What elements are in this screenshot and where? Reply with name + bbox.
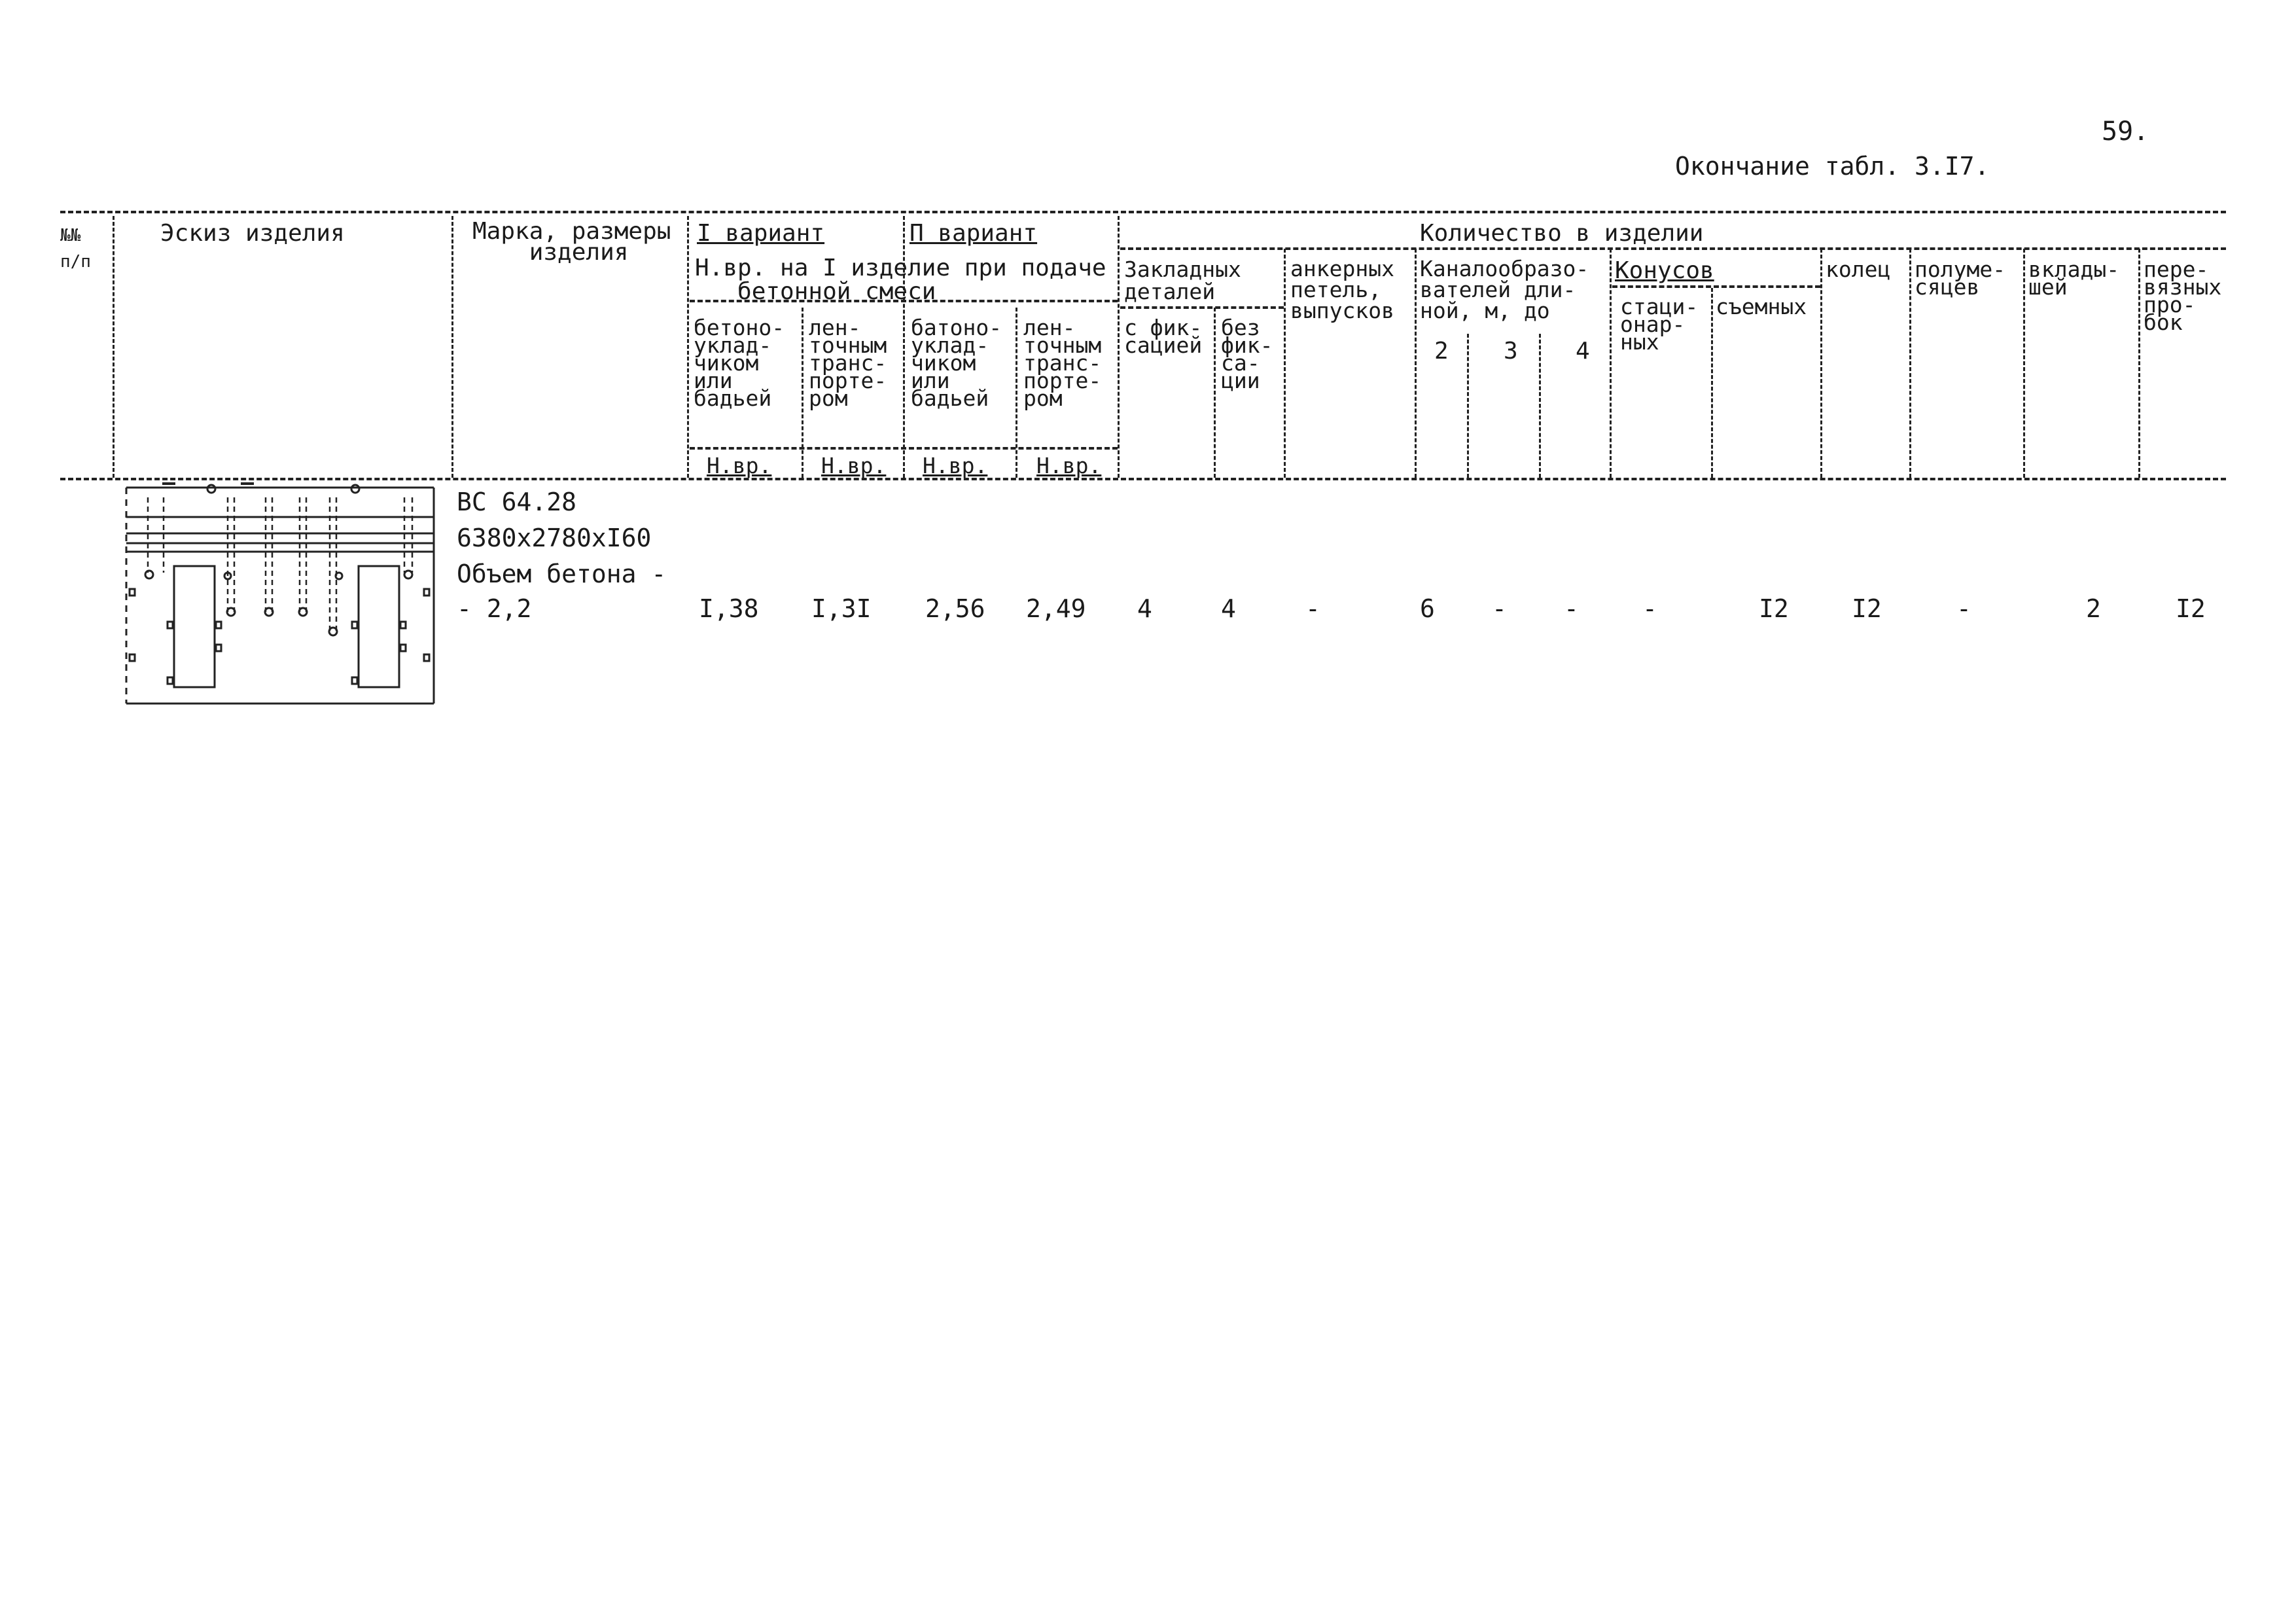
row-v-ch4: - [1564, 594, 1579, 623]
row-v-embed-fix: 4 [1137, 594, 1152, 623]
col-divider [1016, 308, 1017, 478]
col-divider [1415, 249, 1417, 478]
col-divider [2138, 249, 2140, 478]
header-mark: Марка, размеры изделия [472, 218, 671, 266]
row-v-ch2: 6 [1420, 594, 1435, 623]
row-v-halfmoons: - [1956, 594, 1971, 623]
row-v-cones-rem: I2 [1759, 594, 1789, 623]
header-ch3: 3 [1504, 338, 1518, 365]
header-nvr-title: Н.вр. на I изделие при подаче бетонной смеси [695, 255, 1106, 305]
row-v-anchor: - [1305, 594, 1320, 623]
row-v-beton2: 2,56 [925, 594, 985, 623]
col-divider [1214, 308, 1216, 478]
product-sketch [123, 481, 437, 707]
row-v-lent1: I,3I [811, 594, 872, 623]
header-ch2: 2 [1434, 338, 1449, 365]
header-embed-fix: с фик- сацией [1124, 315, 1203, 358]
row-v-embed-nofix: 4 [1221, 594, 1236, 623]
header-col-beton2: батоно- уклад- чиком или бадьей [911, 315, 1002, 411]
row-v-lent2: 2,49 [1026, 594, 1086, 623]
header-variant2: П вариант [910, 220, 1038, 247]
row-v-ch3: - [1492, 594, 1507, 623]
nvr-unit-rule [690, 447, 1118, 450]
row-v-inserts: 2 [2086, 594, 2101, 623]
header-embed-nofix: без фик- са- ции [1221, 315, 1273, 393]
header-cones-stat: стаци- онар- ных [1620, 294, 1699, 355]
row-mark-line2: 6380х2780хI60 [457, 524, 652, 552]
header-channel: Каналообразо- вателей дли- ной, м, до [1420, 256, 1589, 323]
header-embed: Закладных деталей [1124, 257, 1241, 304]
header-col-beton1: бетоно- уклад- чиком или бадьей [694, 315, 785, 411]
col-divider [451, 216, 453, 478]
header-inserts: вклады- шей [2028, 257, 2120, 300]
header-rings: колец [1826, 257, 1891, 282]
header-nvr-unit-1: Н.вр. [707, 453, 772, 478]
header-num: №№ п/п [60, 226, 91, 272]
col-divider [1284, 249, 1286, 478]
header-anchor: анкерных петель, выпусков [1290, 256, 1394, 323]
embed-underline [1120, 306, 1284, 309]
col-divider [802, 308, 804, 478]
header-variant1: I вариант [697, 220, 825, 247]
header-cones-rem: съемных [1716, 294, 1807, 319]
header-col-lent1: лен- точным транс- порте- ром [809, 315, 887, 411]
header-ch4: 4 [1576, 338, 1590, 365]
col-divider [2023, 249, 2025, 478]
row-mark-line4: - 2,2 [457, 594, 532, 623]
col-divider [687, 216, 689, 478]
header-nvr-unit-2: Н.вр. [821, 453, 887, 478]
qty-underline [1120, 247, 2226, 250]
header-halfmoons: полуме- сяцев [1915, 257, 2006, 300]
page-number: 59. [2102, 116, 2149, 147]
col-divider [1467, 334, 1469, 478]
row-v-cones-stat: - [1642, 594, 1657, 623]
row-v-beton1: I,38 [699, 594, 759, 623]
table-caption: Окончание табл. 3.I7. [1675, 152, 1990, 181]
header-nvr-unit-4: Н.вр. [1036, 453, 1102, 478]
col-divider [113, 216, 115, 478]
header-top-rule [60, 211, 2226, 213]
header-bottom-rule [60, 478, 2226, 480]
col-divider [1610, 249, 1612, 478]
row-v-rings: I2 [1852, 594, 1882, 623]
header-qty: Количество в изделии [1420, 220, 1704, 247]
cones-underline [1612, 285, 1820, 288]
header-sketch: Эскиз изделия [160, 220, 345, 247]
header-plugs: пере- вязных про- бок [2144, 257, 2222, 335]
row-mark-line3: Объем бетона - [457, 560, 667, 588]
col-divider [1820, 249, 1822, 478]
header-col-lent2: лен- точным транс- порте- ром [1023, 315, 1102, 411]
row-mark-line1: ВС 64.28 [457, 488, 577, 516]
col-divider [1711, 288, 1713, 478]
row-v-plugs: I2 [2176, 594, 2206, 623]
header-nvr-unit-3: Н.вр. [923, 453, 988, 478]
col-divider [1539, 334, 1541, 478]
col-divider [1118, 216, 1120, 478]
col-divider [1909, 249, 1911, 478]
header-cones: Конусов [1615, 257, 1714, 284]
